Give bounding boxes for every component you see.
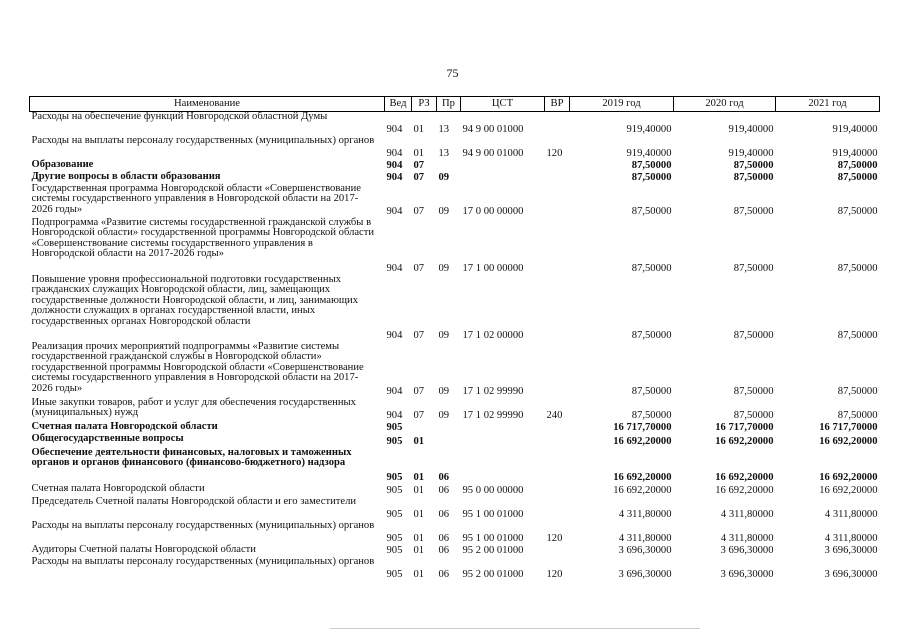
cell-vr bbox=[545, 448, 570, 484]
bottom-artifact bbox=[330, 628, 700, 629]
cell-rz: 01 bbox=[413, 508, 425, 520]
cell-y2020: 87,50000 bbox=[733, 171, 774, 183]
cell-ved: 904 bbox=[386, 123, 403, 135]
cell-vr: 120 bbox=[546, 532, 563, 544]
cell-y2021: 87,50000 bbox=[837, 205, 878, 217]
cell-rz: 07 bbox=[413, 171, 425, 183]
cell-vr bbox=[545, 434, 570, 448]
cell-cst bbox=[461, 434, 545, 448]
cell-pr: 06 bbox=[438, 484, 450, 496]
table-row bbox=[30, 218, 880, 275]
cell-ved: 904 bbox=[386, 329, 403, 341]
cell-y2020: 16 717,70000 bbox=[715, 421, 774, 433]
cell-pr: 09 bbox=[438, 262, 450, 274]
cell-pr: 09 bbox=[438, 329, 450, 341]
cell-y2021: 919,40000 bbox=[832, 123, 878, 135]
cell-name: Счетная палата Новгородской области bbox=[31, 420, 218, 432]
cell-name: Иные закупки товаров, работ и услуг для обеспечения государственных (муниципальных) нужд bbox=[31, 396, 356, 419]
cell-y2019: 16 692,20000 bbox=[613, 435, 672, 447]
cell-cst bbox=[461, 422, 545, 434]
cell-y2019: 4 311,80000 bbox=[618, 532, 672, 544]
cell-cst: 17 1 02 00000 bbox=[462, 329, 524, 341]
cell-cst: 17 0 00 00000 bbox=[462, 205, 524, 217]
cell-ved: 904 bbox=[386, 147, 403, 159]
cell-pr: 13 bbox=[438, 147, 450, 159]
cell-vr bbox=[545, 497, 570, 521]
budget-table bbox=[29, 96, 880, 581]
cell-y2020: 87,50000 bbox=[733, 205, 774, 217]
cell-vr bbox=[545, 545, 570, 557]
table-row bbox=[30, 275, 880, 342]
table-row bbox=[30, 545, 880, 557]
cell-pr: 06 bbox=[438, 471, 450, 483]
header-2020: 2020 год bbox=[674, 97, 776, 112]
cell-name: Подпрограмма «Развитие системы государственной гражданской службы в Новгородской области» государственной программы Новгородской области «Совершенствование системы государственного управления в Новгородской области на 2017-2026 годы» bbox=[31, 216, 375, 260]
cell-y2019: 87,50000 bbox=[631, 171, 672, 183]
cell-ved: 905 bbox=[386, 471, 403, 483]
cell-y2019: 3 696,30000 bbox=[618, 544, 672, 556]
cell-rz: 01 bbox=[413, 471, 425, 483]
cell-vr bbox=[545, 112, 570, 136]
table-header-row bbox=[30, 97, 880, 112]
cell-rz: 07 bbox=[413, 262, 425, 274]
cell-y2021: 87,50000 bbox=[837, 159, 878, 171]
header-ved: Вед bbox=[385, 97, 412, 112]
cell-name: Расходы на обеспечение функций Новгородской областной Думы bbox=[31, 111, 328, 122]
cell-y2020: 919,40000 bbox=[728, 123, 774, 135]
cell-name: Расходы на выплаты персоналу государственных (муниципальных) органов bbox=[31, 134, 375, 146]
cell-y2019: 87,50000 bbox=[631, 205, 672, 217]
cell-y2020: 4 311,80000 bbox=[720, 532, 774, 544]
cell-name: Повышение уровня профессиональной подготовки государственных гражданских служащих Новгородской области, лиц, замещающих государственные должности Новгородской области, и лиц, занимающих должности служащих в органах государственной власти, иных государственных органах Новгородской области bbox=[31, 273, 359, 327]
cell-cst: 17 1 02 99990 bbox=[462, 409, 524, 421]
cell-cst: 95 1 00 01000 bbox=[462, 508, 524, 520]
cell-cst: 95 2 00 01000 bbox=[462, 544, 524, 556]
cell-y2020: 87,50000 bbox=[733, 409, 774, 421]
cell-y2019: 87,50000 bbox=[631, 385, 672, 397]
cell-pr: 09 bbox=[438, 409, 450, 421]
cell-pr bbox=[437, 422, 461, 434]
cell-vr bbox=[545, 275, 570, 342]
table-row bbox=[30, 112, 880, 136]
cell-pr: 09 bbox=[438, 171, 450, 183]
table-row bbox=[30, 434, 880, 448]
cell-y2021: 87,50000 bbox=[837, 385, 878, 397]
cell-y2020: 919,40000 bbox=[728, 147, 774, 159]
cell-name: Обеспечение деятельности финансовых, налоговых и таможенных органов и органов финансового (финансово-бюджетного) надзора bbox=[31, 446, 352, 469]
cell-cst: 94 9 00 01000 bbox=[462, 147, 524, 159]
cell-cst bbox=[461, 448, 545, 484]
cell-y2020: 87,50000 bbox=[733, 159, 774, 171]
cell-ved: 904 bbox=[386, 159, 403, 171]
cell-rz: 01 bbox=[413, 484, 425, 496]
cell-y2020: 4 311,80000 bbox=[720, 508, 774, 520]
cell-ved: 905 bbox=[386, 508, 403, 520]
cell-y2019: 16 717,70000 bbox=[613, 421, 672, 433]
cell-y2020: 3 696,30000 bbox=[720, 544, 774, 556]
table-row bbox=[30, 136, 880, 160]
cell-y2019: 3 696,30000 bbox=[618, 568, 672, 580]
cell-rz: 01 bbox=[413, 147, 425, 159]
header-rz: РЗ bbox=[412, 97, 437, 112]
cell-y2019: 87,50000 bbox=[631, 159, 672, 171]
cell-vr bbox=[545, 484, 570, 497]
cell-name: Государственная программа Новгородской области «Совершенствование системы государственного управления в Новгородской области на 2017-2026 годы» bbox=[31, 182, 361, 215]
cell-y2020: 16 692,20000 bbox=[715, 471, 774, 483]
cell-name: Реализация прочих мероприятий подпрограммы «Развитие системы государственной гражданской службы в Новгородской области» государственной программы Новгородской области «Совершенствование системы государственного управления в Новгородской области на 2017-2026 годы» bbox=[31, 340, 364, 394]
cell-rz bbox=[412, 422, 437, 434]
cell-name: Аудиторы Счетной палаты Новгородской области bbox=[31, 543, 256, 555]
cell-vr bbox=[545, 184, 570, 218]
cell-y2021: 4 311,80000 bbox=[824, 508, 878, 520]
table-row bbox=[30, 172, 880, 184]
header-vr: ВР bbox=[545, 97, 570, 112]
cell-cst: 17 1 00 00000 bbox=[462, 262, 524, 274]
table-row bbox=[30, 160, 880, 172]
cell-y2020: 3 696,30000 bbox=[720, 568, 774, 580]
cell-y2021: 87,50000 bbox=[837, 262, 878, 274]
cell-vr: 120 bbox=[546, 147, 563, 159]
cell-ved: 905 bbox=[386, 421, 403, 433]
cell-pr: 06 bbox=[438, 532, 450, 544]
cell-y2019: 919,40000 bbox=[626, 147, 672, 159]
cell-cst bbox=[461, 160, 545, 172]
cell-y2020: 16 692,20000 bbox=[715, 484, 774, 496]
cell-cst: 94 9 00 01000 bbox=[462, 123, 524, 135]
cell-rz: 07 bbox=[413, 205, 425, 217]
cell-vr: 240 bbox=[546, 409, 563, 421]
cell-ved: 905 bbox=[386, 532, 403, 544]
table-row bbox=[30, 342, 880, 398]
cell-y2020: 87,50000 bbox=[733, 329, 774, 341]
cell-y2020: 16 692,20000 bbox=[715, 435, 774, 447]
cell-pr: 06 bbox=[438, 508, 450, 520]
cell-y2021: 3 696,30000 bbox=[824, 568, 878, 580]
cell-rz: 07 bbox=[413, 159, 425, 171]
cell-ved: 904 bbox=[386, 385, 403, 397]
cell-y2019: 16 692,20000 bbox=[613, 484, 672, 496]
cell-y2019: 87,50000 bbox=[631, 329, 672, 341]
table-row bbox=[30, 448, 880, 484]
cell-name: Общегосударственные вопросы bbox=[31, 432, 184, 444]
cell-rz: 07 bbox=[413, 409, 425, 421]
cell-y2021: 87,50000 bbox=[837, 171, 878, 183]
cell-cst bbox=[461, 172, 545, 184]
cell-y2021: 4 311,80000 bbox=[824, 532, 878, 544]
cell-name: Расходы на выплаты персоналу государственных (муниципальных) органов bbox=[31, 555, 375, 567]
table-row bbox=[30, 521, 880, 545]
table-row bbox=[30, 422, 880, 434]
cell-ved: 905 bbox=[386, 544, 403, 556]
cell-vr bbox=[545, 172, 570, 184]
header-cst: ЦСТ bbox=[461, 97, 545, 112]
cell-rz: 07 bbox=[413, 329, 425, 341]
cell-rz: 07 bbox=[413, 385, 425, 397]
header-2019: 2019 год bbox=[570, 97, 674, 112]
cell-y2021: 16 692,20000 bbox=[819, 435, 878, 447]
header-name: Наименование bbox=[30, 97, 385, 112]
cell-ved: 905 bbox=[386, 484, 403, 496]
cell-ved: 905 bbox=[386, 435, 403, 447]
table-row bbox=[30, 484, 880, 497]
cell-pr: 09 bbox=[438, 205, 450, 217]
cell-ved: 904 bbox=[386, 171, 403, 183]
cell-y2021: 87,50000 bbox=[837, 409, 878, 421]
cell-rz: 01 bbox=[413, 544, 425, 556]
cell-y2019: 16 692,20000 bbox=[613, 471, 672, 483]
cell-ved: 904 bbox=[386, 205, 403, 217]
cell-vr bbox=[545, 218, 570, 275]
cell-y2020: 87,50000 bbox=[733, 262, 774, 274]
cell-pr bbox=[437, 434, 461, 448]
cell-cst: 17 1 02 99990 bbox=[462, 385, 524, 397]
cell-y2021: 16 692,20000 bbox=[819, 471, 878, 483]
cell-vr: 120 bbox=[546, 568, 563, 580]
cell-y2019: 4 311,80000 bbox=[618, 508, 672, 520]
cell-y2019: 87,50000 bbox=[631, 262, 672, 274]
cell-name: Расходы на выплаты персоналу государственных (муниципальных) органов bbox=[31, 519, 375, 531]
cell-rz: 01 bbox=[413, 123, 425, 135]
cell-cst: 95 1 00 01000 bbox=[462, 532, 524, 544]
cell-vr bbox=[545, 342, 570, 398]
table-row bbox=[30, 557, 880, 581]
cell-pr: 13 bbox=[438, 123, 450, 135]
cell-rz: 01 bbox=[413, 532, 425, 544]
cell-ved: 905 bbox=[386, 568, 403, 580]
cell-pr: 06 bbox=[438, 568, 450, 580]
header-pr: Пр bbox=[437, 97, 461, 112]
cell-name: Другие вопросы в области образования bbox=[31, 170, 221, 182]
cell-y2019: 919,40000 bbox=[626, 123, 672, 135]
cell-y2021: 3 696,30000 bbox=[824, 544, 878, 556]
cell-name: Председатель Счетной палаты Новгородской области и его заместители bbox=[31, 495, 357, 507]
cell-rz: 01 bbox=[413, 435, 425, 447]
cell-vr bbox=[545, 160, 570, 172]
cell-y2021: 16 692,20000 bbox=[819, 484, 878, 496]
cell-ved: 904 bbox=[386, 409, 403, 421]
table-row bbox=[30, 497, 880, 521]
cell-y2020: 87,50000 bbox=[733, 385, 774, 397]
cell-pr: 09 bbox=[438, 385, 450, 397]
cell-y2021: 87,50000 bbox=[837, 329, 878, 341]
cell-y2021: 919,40000 bbox=[832, 147, 878, 159]
cell-pr bbox=[437, 160, 461, 172]
table-body bbox=[30, 112, 880, 581]
cell-name: Образование bbox=[31, 158, 94, 170]
table-row bbox=[30, 398, 880, 422]
cell-y2019: 87,50000 bbox=[631, 409, 672, 421]
cell-y2021: 16 717,70000 bbox=[819, 421, 878, 433]
table-row bbox=[30, 184, 880, 218]
cell-cst: 95 2 00 01000 bbox=[462, 568, 524, 580]
cell-name: Счетная палата Новгородской области bbox=[31, 482, 205, 494]
cell-rz: 01 bbox=[413, 568, 425, 580]
cell-pr: 06 bbox=[438, 544, 450, 556]
header-2021: 2021 год bbox=[776, 97, 880, 112]
cell-vr bbox=[545, 422, 570, 434]
cell-cst: 95 0 00 00000 bbox=[462, 484, 524, 496]
cell-ved: 904 bbox=[386, 262, 403, 274]
page-number: 75 bbox=[446, 66, 459, 80]
